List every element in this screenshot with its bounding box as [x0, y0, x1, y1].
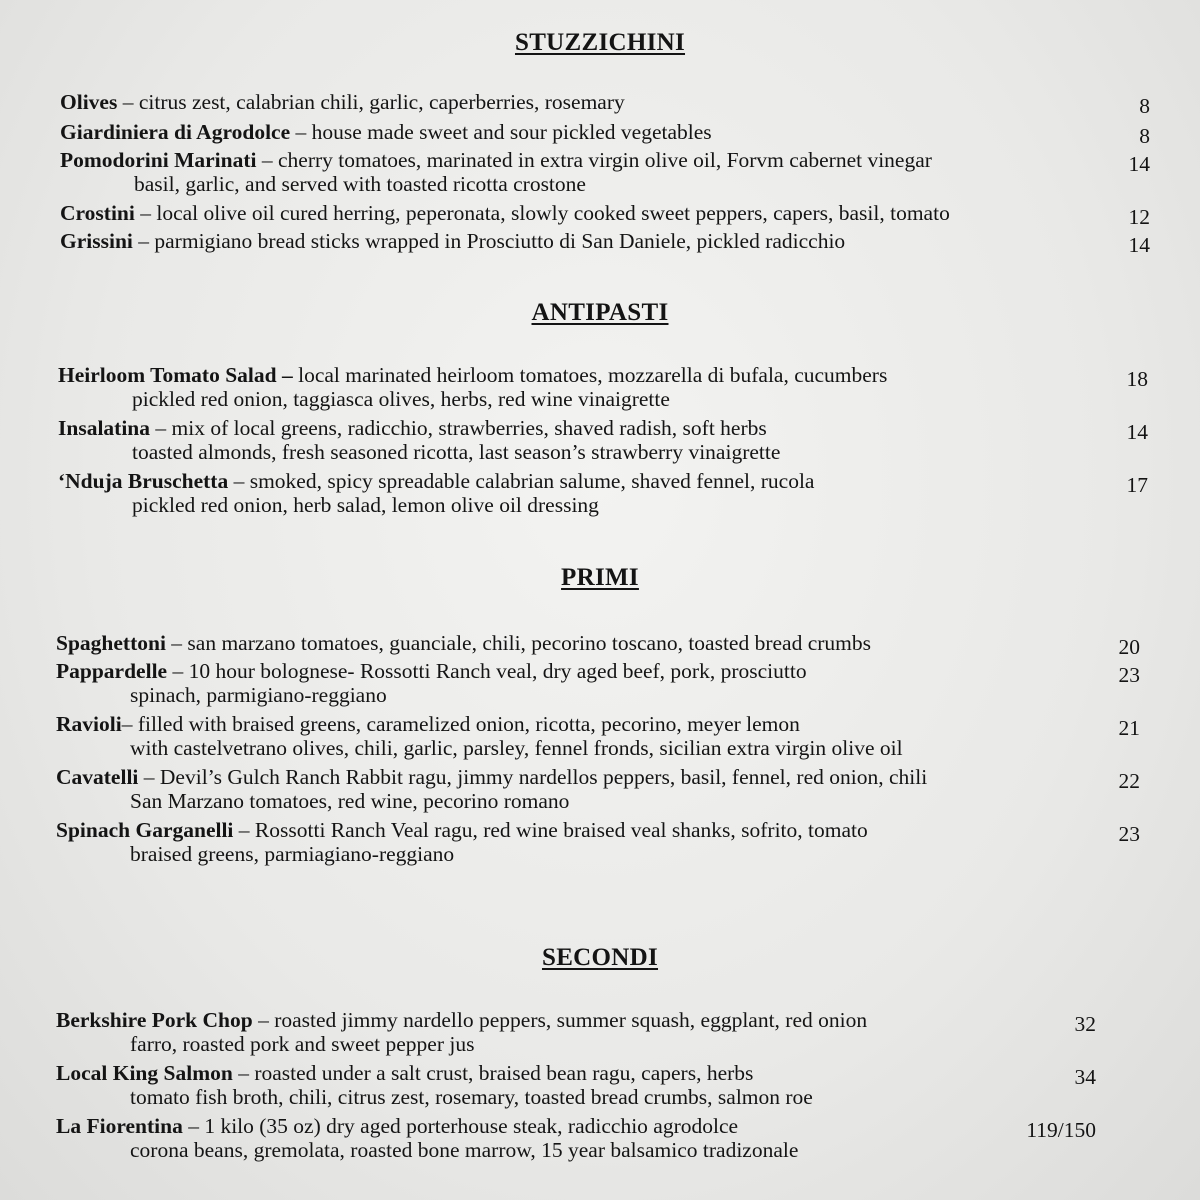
- item-name: Heirloom Tomato Salad –: [58, 363, 293, 387]
- menu-item: [56, 629, 1176, 657]
- item-description-cont: corona beans, gremolata, roasted bone marrow, 15 year balsamico tradizonale: [130, 1138, 799, 1162]
- item-price: 119/150: [1026, 1118, 1096, 1142]
- item-description-cont: toasted almonds, fresh seasoned ricotta, last season’s strawberry vinaigrette: [132, 440, 781, 464]
- item-name: ‘Nduja Bruschetta: [58, 469, 229, 493]
- section-antipasti: [0, 298, 1200, 517]
- item-price: 18: [1126, 367, 1148, 391]
- menu-item: [56, 657, 1176, 708]
- menu-item: [60, 118, 1180, 146]
- menu-item: [56, 763, 1176, 814]
- item-description: – 10 hour bolognese- Rossotti Ranch veal, dry aged beef, pork, prosciutto: [167, 659, 807, 683]
- menu-item: [60, 88, 1180, 116]
- item-price: 20: [1118, 635, 1140, 659]
- menu-item: [56, 1006, 1176, 1057]
- section-heading: SECONDI: [541, 944, 659, 971]
- menu-item: [56, 1112, 1176, 1163]
- item-description-cont: San Marzano tomatoes, red wine, pecorino romano: [130, 789, 570, 813]
- item-price: 34: [1074, 1065, 1096, 1089]
- item-name: Cavatelli: [56, 765, 139, 789]
- item-price: 23: [1118, 663, 1140, 687]
- item-price: 14: [1128, 152, 1150, 176]
- item-name: Pomodorini Marinati: [60, 148, 257, 172]
- menu-item: [58, 467, 1178, 518]
- item-name: Grissini: [60, 229, 133, 253]
- menu-item: [60, 146, 1180, 197]
- item-name: Crostini: [60, 201, 135, 225]
- item-description-cont: spinach, parmigiano-reggiano: [130, 683, 387, 707]
- item-description: – mix of local greens, radicchio, strawberries, shaved radish, soft herbs: [150, 416, 767, 440]
- item-description-cont: pickled red onion, taggiasca olives, herbs, red wine vinaigrette: [132, 387, 670, 411]
- item-description: – 1 kilo (35 oz) dry aged porterhouse steak, radicchio agrodolce: [182, 1114, 739, 1138]
- item-price: 14: [1128, 233, 1150, 257]
- item-description: – filled with braised greens, caramelized onion, ricotta, pecorino, meyer lemon: [121, 712, 800, 736]
- item-description: – Devil’s Gulch Ranch Rabbit ragu, jimmy nardellos peppers, basil, fennel, red onion, chili: [138, 765, 928, 789]
- item-description: – local olive oil cured herring, peperonata, slowly cooked sweet peppers, capers, basil, tomato: [134, 201, 950, 225]
- item-description: local marinated heirloom tomatoes, mozzarella di bufala, cucumbers: [292, 363, 888, 387]
- item-price: 23: [1118, 822, 1140, 846]
- item-description: – san marzano tomatoes, guanciale, chili, pecorino toscano, toasted bread crumbs: [165, 631, 872, 655]
- item-name: Ravioli: [56, 712, 122, 736]
- item-name: Berkshire Pork Chop: [56, 1008, 253, 1032]
- item-price: 22: [1118, 769, 1140, 793]
- item-description: – Rossotti Ranch Veal ragu, red wine braised veal shanks, sofrito, tomato: [233, 818, 868, 842]
- menu-item: [56, 816, 1176, 867]
- item-description: – smoked, spicy spreadable calabrian salume, shaved fennel, rucola: [228, 469, 815, 493]
- menu-item: [60, 227, 1180, 255]
- section-heading: ANTIPASTI: [531, 299, 669, 326]
- section-stuzzichini: [0, 28, 1200, 257]
- item-description-cont: basil, garlic, and served with toasted ricotta crostone: [134, 172, 586, 196]
- item-name: La Fiorentina: [56, 1114, 183, 1138]
- menu-item: [60, 199, 1180, 227]
- item-price: 17: [1126, 473, 1148, 497]
- item-description: – cherry tomatoes, marinated in extra virgin olive oil, Forvm cabernet vinegar: [256, 148, 932, 172]
- item-price: 12: [1128, 205, 1150, 229]
- section-secondi: [0, 943, 1200, 1162]
- item-name: Spinach Garganelli: [56, 818, 234, 842]
- item-name: Olives: [60, 90, 118, 114]
- section-heading: PRIMI: [561, 564, 639, 591]
- item-name: Insalatina: [58, 416, 151, 440]
- section-heading: STUZZICHINI: [514, 29, 686, 56]
- item-price: 8: [1139, 124, 1150, 148]
- item-description-cont: farro, roasted pork and sweet pepper jus: [130, 1032, 475, 1056]
- item-name: Pappardelle: [56, 659, 168, 683]
- item-description: – roasted under a salt crust, braised bean ragu, capers, herbs: [232, 1061, 754, 1085]
- item-price: 14: [1126, 420, 1148, 444]
- item-description: – roasted jimmy nardello peppers, summer squash, eggplant, red onion: [252, 1008, 868, 1032]
- item-description-cont: braised greens, parmiagiano-reggiano: [130, 842, 455, 866]
- item-price: 8: [1139, 94, 1150, 118]
- section-primi: [0, 563, 1200, 866]
- item-description-cont: with castelvetrano olives, chili, garlic, parsley, fennel fronds, sicilian extra virgin olive oil: [130, 736, 903, 760]
- menu-item: [58, 414, 1178, 465]
- item-description-cont: tomato fish broth, chili, citrus zest, rosemary, toasted bread crumbs, salmon roe: [130, 1085, 813, 1109]
- item-description: – citrus zest, calabrian chili, garlic, caperberries, rosemary: [117, 90, 625, 114]
- item-description-cont: pickled red onion, herb salad, lemon olive oil dressing: [132, 493, 599, 517]
- menu-item: [56, 710, 1176, 761]
- item-name: Giardiniera di Agrodolce: [60, 120, 291, 144]
- item-price: 32: [1074, 1012, 1096, 1036]
- menu-item: [56, 1059, 1176, 1110]
- item-description: – house made sweet and sour pickled vegetables: [290, 120, 712, 144]
- item-description: – parmigiano bread sticks wrapped in Prosciutto di San Daniele, pickled radicchio: [132, 229, 846, 253]
- item-name: Spaghettoni: [56, 631, 166, 655]
- item-name: Local King Salmon: [56, 1061, 233, 1085]
- item-price: 21: [1118, 716, 1140, 740]
- menu-item: [58, 361, 1178, 412]
